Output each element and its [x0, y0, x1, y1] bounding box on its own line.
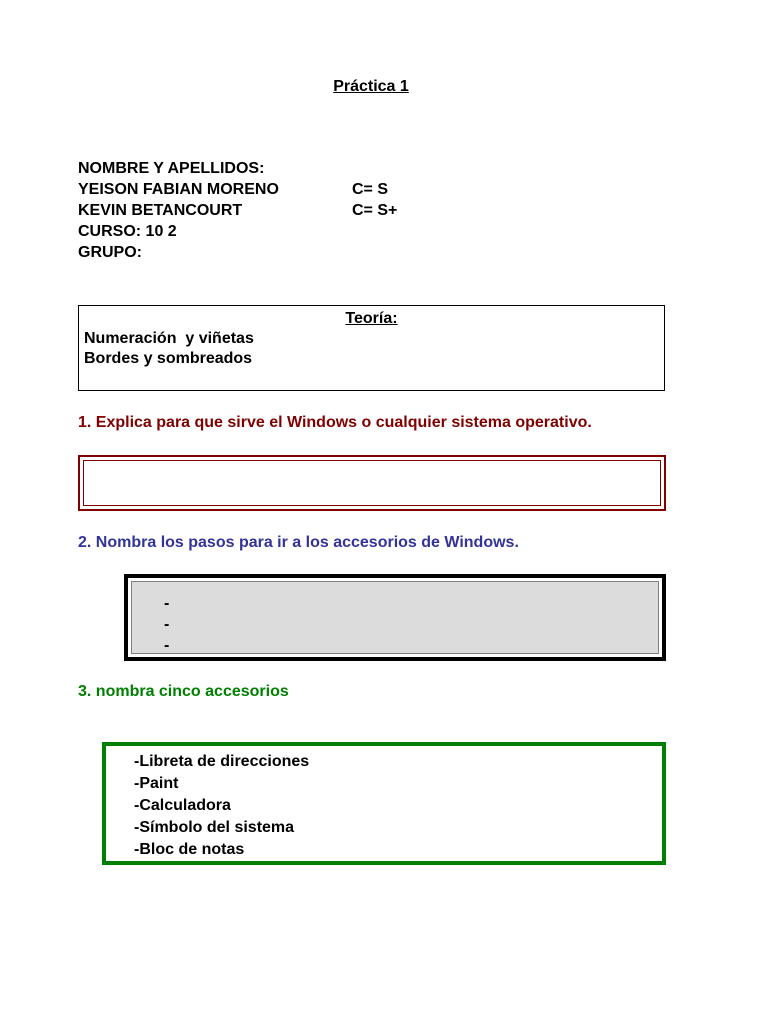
accessory-item: -Bloc de notas: [134, 841, 245, 858]
accessory-item: -Símbolo del sistema: [134, 819, 295, 836]
accessory-item: -Calculadora: [134, 797, 231, 814]
answer-box-1[interactable]: [78, 455, 666, 511]
student-code: C= S: [352, 181, 389, 198]
student-row: [78, 200, 398, 221]
curso-line: CURSO: 10 2: [78, 223, 177, 240]
teoria-box: [78, 305, 665, 391]
step-item: -: [164, 616, 170, 633]
teoria-heading: Teoría:: [345, 310, 398, 327]
teoria-line: Numeración y viñetas: [84, 330, 254, 347]
answer-box-2-inner[interactable]: [131, 581, 659, 654]
student-name: YEISON FABIAN MORENO: [78, 181, 279, 198]
teoria-line: Bordes y sombreados: [84, 350, 253, 367]
answer-box-2[interactable]: [124, 574, 666, 661]
question-3: 3. nombra cinco accesorios: [78, 683, 289, 700]
accessory-item: -Paint: [134, 775, 179, 792]
names-label: NOMBRE Y APELLIDOS:: [78, 160, 265, 177]
document-title: Práctica 1: [333, 78, 409, 95]
answer-box-1-inner[interactable]: [83, 460, 661, 506]
answer-box-3[interactable]: [102, 742, 666, 865]
grupo-line: GRUPO:: [78, 244, 142, 261]
student-code: C= S+: [352, 202, 398, 219]
student-info: [78, 158, 398, 263]
step-item: -: [164, 595, 170, 612]
student-name: KEVIN BETANCOURT: [78, 202, 243, 219]
question-1: 1. Explica para que sirve el Windows o cualquier sistema operativo.: [78, 414, 592, 431]
question-2: 2. Nombra los pasos para ir a los accesorios de Windows.: [78, 534, 519, 551]
student-row: [78, 179, 389, 200]
accessory-item: -Libreta de direcciones: [134, 753, 310, 770]
step-item: -: [164, 637, 170, 654]
